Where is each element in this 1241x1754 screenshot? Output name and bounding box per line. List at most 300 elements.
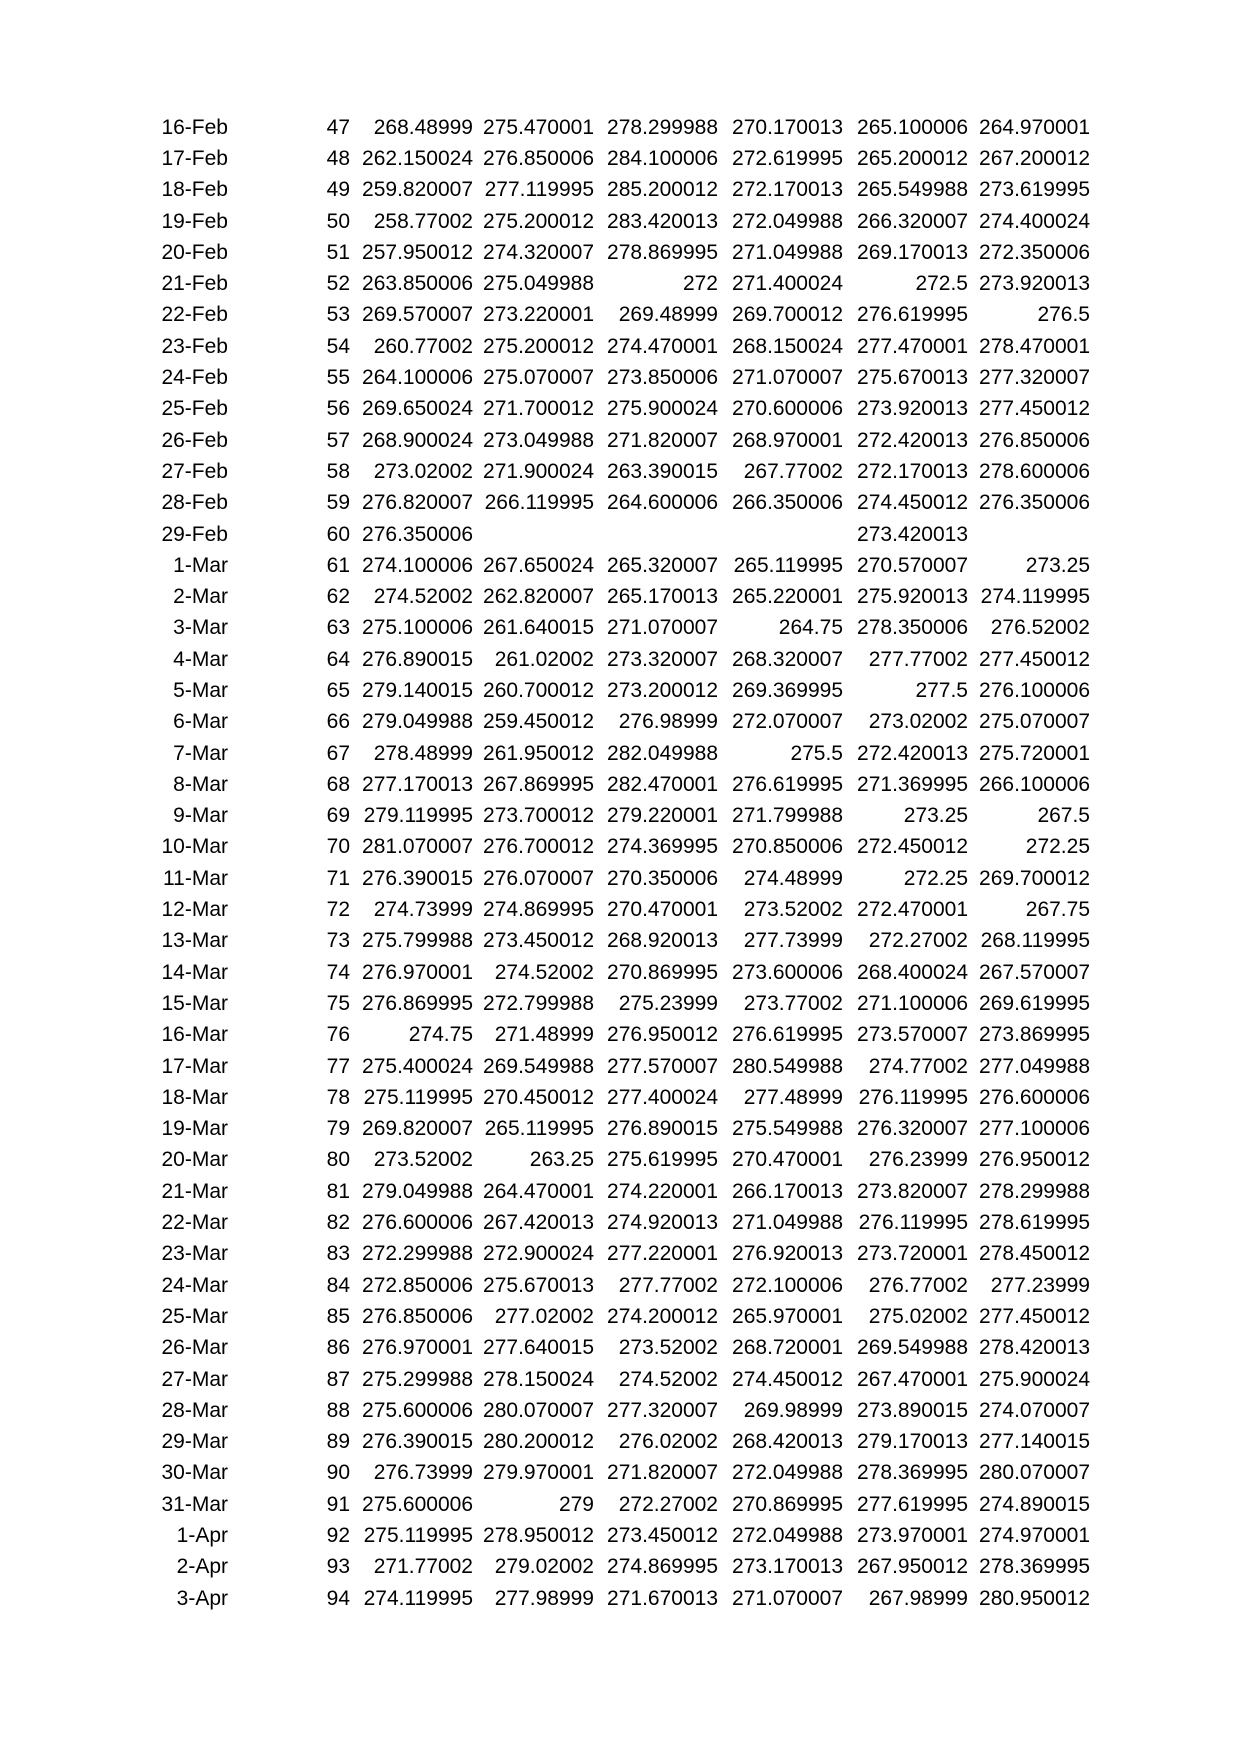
table-row — [150, 143, 1090, 174]
value-cell: 277.470001 — [857, 334, 968, 358]
value-cell: 273.52002 — [373, 1148, 473, 1172]
day-number-cell: 84 — [326, 1273, 350, 1297]
table-row — [150, 519, 1090, 550]
day-number-cell: 63 — [326, 616, 350, 640]
value-cell: 275.900024 — [979, 1367, 1090, 1391]
value-cell: 276.119995 — [858, 1085, 968, 1109]
day-number-cell: 68 — [326, 772, 350, 796]
value-cell: 258.77002 — [373, 209, 473, 233]
value-cell: 273.869995 — [979, 1023, 1090, 1047]
value-cell: 276.850006 — [483, 146, 594, 170]
day-number-cell: 71 — [326, 866, 350, 890]
value-cell: 272.299988 — [362, 1242, 473, 1266]
value-cell: 273.25 — [1025, 553, 1090, 577]
date-cell: 16-Feb — [161, 115, 228, 139]
table-row — [150, 1552, 1090, 1583]
value-cell: 273.220001 — [483, 303, 594, 327]
value-cell: 266.350006 — [732, 491, 843, 515]
table-row — [150, 1176, 1090, 1207]
date-cell: 4-Mar — [173, 647, 228, 671]
table-row — [150, 613, 1090, 644]
value-cell: 261.640015 — [483, 616, 594, 640]
value-cell: 275.02002 — [868, 1304, 968, 1328]
value-cell: 270.869995 — [732, 1492, 843, 1516]
date-cell: 27-Feb — [161, 459, 228, 483]
day-number-cell: 81 — [326, 1179, 350, 1203]
table-row — [150, 1145, 1090, 1176]
value-cell: 277.02002 — [494, 1304, 594, 1328]
day-number-cell: 86 — [326, 1336, 350, 1360]
value-cell: 267.200012 — [979, 146, 1090, 170]
table-row — [150, 1207, 1090, 1238]
date-cell: 21-Mar — [161, 1179, 228, 1203]
day-number-cell: 55 — [326, 366, 350, 390]
value-cell: 274.450012 — [732, 1367, 843, 1391]
value-cell: 277.450012 — [979, 1304, 1090, 1328]
value-cell: 276.820007 — [362, 491, 473, 515]
value-cell: 273.170013 — [732, 1555, 843, 1579]
value-cell: 279.049988 — [362, 1179, 473, 1203]
value-cell: 277.100006 — [979, 1117, 1090, 1141]
table-row — [150, 206, 1090, 237]
value-cell: 280.070007 — [979, 1461, 1090, 1485]
date-cell: 6-Mar — [173, 710, 228, 734]
date-cell: 2-Apr — [176, 1555, 228, 1579]
date-cell: 29-Feb — [161, 522, 228, 546]
day-number-cell: 89 — [326, 1430, 350, 1454]
day-number-cell: 62 — [326, 585, 350, 609]
value-cell: 273.619995 — [979, 178, 1090, 202]
value-cell: 274.119995 — [980, 585, 1090, 609]
value-cell: 282.470001 — [607, 772, 718, 796]
day-number-cell: 92 — [326, 1524, 350, 1547]
value-cell: 277.98999 — [494, 1586, 594, 1610]
value-cell: 267.470001 — [857, 1367, 968, 1391]
value-cell: 262.150024 — [362, 146, 473, 170]
day-number-cell: 80 — [326, 1148, 350, 1172]
table-row — [150, 1020, 1090, 1051]
value-cell: 276.890015 — [362, 647, 473, 671]
value-cell: 275.070007 — [483, 366, 594, 390]
table-row — [150, 425, 1090, 456]
value-cell: 273.970001 — [857, 1524, 968, 1547]
day-number-cell: 57 — [326, 428, 350, 452]
value-cell — [594, 519, 718, 550]
value-cell: 267.950012 — [857, 1555, 968, 1579]
value-cell: 280.950012 — [979, 1586, 1090, 1610]
value-cell: 280.549988 — [732, 1054, 843, 1078]
value-cell: 273.570007 — [857, 1023, 968, 1047]
value-cell: 272.900024 — [483, 1242, 594, 1266]
value-cell: 272.25 — [1025, 835, 1090, 859]
value-cell: 269.650024 — [362, 397, 473, 421]
value-cell: 282.049988 — [607, 741, 718, 765]
table-row — [150, 300, 1090, 331]
value-cell: 268.119995 — [980, 929, 1090, 953]
value-cell: 265.119995 — [484, 1117, 594, 1141]
value-cell: 275.670013 — [483, 1273, 594, 1297]
value-cell: 265.200012 — [857, 146, 968, 170]
value-cell: 273.700012 — [483, 804, 594, 828]
value-cell: 278.450012 — [979, 1242, 1090, 1266]
value-cell: 269.369995 — [732, 678, 843, 702]
value-cell: 275.470001 — [483, 115, 594, 139]
value-cell: 265.119995 — [733, 553, 843, 577]
day-number-cell: 53 — [326, 303, 350, 327]
value-cell: 274.52002 — [494, 960, 594, 984]
value-cell: 276.619995 — [732, 1023, 843, 1047]
table-row — [150, 1395, 1090, 1426]
value-cell: 270.470001 — [607, 898, 718, 922]
value-cell: 268.400024 — [857, 960, 968, 984]
value-cell: 267.869995 — [483, 772, 594, 796]
value-cell: 274.869995 — [483, 898, 594, 922]
table-row — [150, 1520, 1090, 1551]
value-cell: 265.100006 — [857, 115, 968, 139]
value-cell: 278.600006 — [979, 459, 1090, 483]
value-cell: 268.970001 — [732, 428, 843, 452]
value-cell: 268.48999 — [373, 115, 473, 139]
value-cell: 273.52002 — [743, 898, 843, 922]
value-cell: 271.820007 — [607, 1461, 718, 1485]
value-cell: 278.619995 — [979, 1211, 1090, 1235]
table-row — [150, 863, 1090, 894]
value-cell: 274.100006 — [362, 553, 473, 577]
day-number-cell: 66 — [326, 710, 350, 734]
value-cell: 278.950012 — [483, 1524, 594, 1547]
value-cell: 276.950012 — [607, 1023, 718, 1047]
value-cell: 270.570007 — [857, 553, 968, 577]
value-cell: 275.799988 — [362, 929, 473, 953]
date-cell: 12-Mar — [161, 898, 228, 922]
value-cell: 268.720001 — [732, 1336, 843, 1360]
value-cell: 277.640015 — [483, 1336, 594, 1360]
value-cell: 269.549988 — [857, 1336, 968, 1360]
value-cell: 276.73999 — [373, 1461, 473, 1485]
day-number-cell: 73 — [326, 929, 350, 953]
value-cell: 276.619995 — [732, 772, 843, 796]
value-cell: 272.27002 — [618, 1492, 718, 1516]
date-cell: 20-Feb — [161, 240, 228, 264]
value-cell: 278.869995 — [607, 240, 718, 264]
day-number-cell: 90 — [326, 1461, 350, 1485]
value-cell: 268.900024 — [362, 428, 473, 452]
date-cell: 18-Feb — [161, 178, 228, 202]
value-cell: 266.320007 — [857, 209, 968, 233]
value-cell: 271.070007 — [607, 616, 718, 640]
value-cell: 275.070007 — [979, 710, 1090, 734]
value-cell: 277.73999 — [743, 929, 843, 953]
value-cell: 274.369995 — [607, 835, 718, 859]
value-cell: 273.77002 — [743, 991, 843, 1015]
value-cell: 279.02002 — [494, 1555, 594, 1579]
value-cell: 274.970001 — [979, 1524, 1090, 1547]
date-cell: 11-Mar — [163, 866, 228, 890]
value-cell: 272.5 — [915, 272, 968, 296]
value-cell: 259.450012 — [483, 710, 594, 734]
day-number-cell: 75 — [326, 991, 350, 1015]
value-cell: 273.920013 — [857, 397, 968, 421]
day-number-cell: 91 — [326, 1492, 350, 1516]
value-cell: 268.920013 — [607, 929, 718, 953]
value-cell: 279 — [558, 1492, 594, 1516]
value-cell: 281.070007 — [362, 835, 473, 859]
value-cell: 277.170013 — [362, 772, 473, 796]
date-cell: 1-Apr — [176, 1524, 228, 1547]
day-number-cell: 51 — [326, 240, 350, 264]
value-cell: 270.869995 — [607, 960, 718, 984]
value-cell: 274.869995 — [607, 1555, 718, 1579]
value-cell: 273.450012 — [483, 929, 594, 953]
value-cell: 278.350006 — [857, 616, 968, 640]
date-cell: 31-Mar — [161, 1492, 228, 1516]
value-cell: 271.400024 — [732, 272, 843, 296]
value-cell: 278.420013 — [979, 1336, 1090, 1360]
value-cell: 273.52002 — [618, 1336, 718, 1360]
value-cell: 268.420013 — [732, 1430, 843, 1454]
value-cell: 272.049988 — [732, 1461, 843, 1485]
value-cell: 272.25 — [903, 866, 968, 890]
date-cell: 24-Mar — [161, 1273, 228, 1297]
date-cell: 23-Mar — [161, 1242, 228, 1266]
value-cell: 278.150024 — [483, 1367, 594, 1391]
date-cell: 7-Mar — [173, 741, 228, 765]
value-cell: 278.369995 — [979, 1555, 1090, 1579]
day-number-cell: 69 — [326, 804, 350, 828]
value-cell: 261.02002 — [494, 647, 594, 671]
date-cell: 15-Mar — [161, 991, 228, 1015]
date-cell: 19-Feb — [161, 209, 228, 233]
day-number-cell: 65 — [326, 678, 350, 702]
value-cell: 264.100006 — [362, 366, 473, 390]
value-cell: 269.820007 — [362, 1117, 473, 1141]
value-cell: 271.070007 — [732, 366, 843, 390]
date-cell: 19-Mar — [161, 1117, 228, 1141]
value-cell: 275.600006 — [362, 1492, 473, 1516]
value-cell: 263.850006 — [362, 272, 473, 296]
value-cell: 274.470001 — [607, 334, 718, 358]
date-cell: 25-Mar — [161, 1304, 228, 1328]
value-cell: 265.549988 — [857, 178, 968, 202]
value-cell: 273.890015 — [857, 1398, 968, 1422]
value-cell: 260.700012 — [483, 678, 594, 702]
value-cell: 272.420013 — [857, 428, 968, 452]
date-cell: 29-Mar — [161, 1430, 228, 1454]
value-cell: 277.320007 — [979, 366, 1090, 390]
value-cell: 272.470001 — [857, 898, 968, 922]
day-number-cell: 67 — [326, 741, 350, 765]
table-row — [150, 1458, 1090, 1489]
table-row — [150, 707, 1090, 738]
table-row — [150, 331, 1090, 362]
value-cell: 277.049988 — [979, 1054, 1090, 1078]
value-cell: 275.299988 — [362, 1367, 473, 1391]
value-cell: 274.070007 — [979, 1398, 1090, 1422]
value-cell: 275.670013 — [857, 366, 968, 390]
value-cell: 267.75 — [1025, 898, 1090, 922]
value-cell: 259.820007 — [362, 178, 473, 202]
value-cell: 272.27002 — [868, 929, 968, 953]
value-cell: 274.52002 — [373, 585, 473, 609]
table-row — [150, 1364, 1090, 1395]
value-cell: 276.619995 — [857, 303, 968, 327]
value-cell: 273.02002 — [373, 459, 473, 483]
table-row — [150, 1583, 1090, 1614]
value-cell: 285.200012 — [607, 178, 718, 202]
value-cell: 273.920013 — [979, 272, 1090, 296]
value-cell: 277.77002 — [868, 647, 968, 671]
value-cell: 270.450012 — [483, 1085, 594, 1109]
value-cell: 276.850006 — [362, 1304, 473, 1328]
table-row — [150, 1333, 1090, 1364]
table-row — [150, 801, 1090, 832]
value-cell: 275.619995 — [607, 1148, 718, 1172]
value-cell: 277.320007 — [607, 1398, 718, 1422]
value-cell: 269.700012 — [732, 303, 843, 327]
table-row — [150, 957, 1090, 988]
value-cell: 277.140015 — [979, 1430, 1090, 1454]
value-cell: 274.77002 — [868, 1054, 968, 1078]
date-cell: 3-Apr — [176, 1586, 228, 1610]
value-cell: 271.369995 — [857, 772, 968, 796]
value-cell: 267.650024 — [483, 553, 594, 577]
value-cell: 273.049988 — [483, 428, 594, 452]
value-cell: 279.970001 — [483, 1461, 594, 1485]
value-cell — [473, 519, 594, 550]
value-cell: 265.320007 — [607, 553, 718, 577]
value-cell: 278.299988 — [979, 1179, 1090, 1203]
date-cell: 25-Feb — [161, 397, 228, 421]
table-row — [150, 456, 1090, 487]
value-cell: 264.470001 — [483, 1179, 594, 1203]
value-cell: 274.450012 — [857, 491, 968, 515]
value-cell: 277.5 — [915, 678, 968, 702]
value-cell: 263.25 — [529, 1148, 594, 1172]
value-cell: 277.77002 — [618, 1273, 718, 1297]
table-row — [150, 1082, 1090, 1113]
value-cell: 264.600006 — [607, 491, 718, 515]
value-cell: 262.820007 — [483, 585, 594, 609]
value-cell: 277.450012 — [979, 397, 1090, 421]
value-cell: 275.720001 — [979, 741, 1090, 765]
date-cell: 2-Mar — [173, 585, 228, 609]
day-number-cell: 76 — [326, 1023, 350, 1047]
value-cell: 271.049988 — [732, 1211, 843, 1235]
value-cell: 269.549988 — [483, 1054, 594, 1078]
day-number-cell: 54 — [326, 334, 350, 358]
value-cell: 269.48999 — [618, 303, 718, 327]
day-number-cell: 47 — [326, 115, 350, 139]
value-cell: 265.970001 — [732, 1304, 843, 1328]
value-cell: 271.049988 — [732, 240, 843, 264]
table-row — [150, 268, 1090, 299]
table-row — [150, 832, 1090, 863]
value-cell: 278.299988 — [607, 115, 718, 139]
value-cell: 265.220001 — [732, 585, 843, 609]
date-cell: 24-Feb — [161, 366, 228, 390]
value-cell: 274.200012 — [607, 1304, 718, 1328]
value-cell: 273.200012 — [607, 678, 718, 702]
date-cell: 1-Mar — [173, 553, 228, 577]
value-cell: 276.700012 — [483, 835, 594, 859]
day-number-cell: 49 — [326, 178, 350, 202]
value-cell: 276.77002 — [868, 1273, 968, 1297]
value-cell: 271.900024 — [483, 459, 594, 483]
value-cell: 276.070007 — [483, 866, 594, 890]
value-cell: 272.049988 — [732, 209, 843, 233]
value-cell: 277.570007 — [607, 1054, 718, 1078]
value-cell: 277.220001 — [607, 1242, 718, 1266]
day-number-cell: 78 — [326, 1085, 350, 1109]
date-cell: 5-Mar — [173, 678, 228, 702]
table-row — [150, 237, 1090, 268]
value-cell: 272.170013 — [857, 459, 968, 483]
table-row — [150, 488, 1090, 519]
value-cell: 279.220001 — [607, 804, 718, 828]
table-row — [150, 769, 1090, 800]
value-cell: 270.350006 — [607, 866, 718, 890]
day-number-cell: 52 — [326, 272, 350, 296]
value-cell: 273.450012 — [607, 1524, 718, 1547]
value-cell: 272.100006 — [732, 1273, 843, 1297]
value-cell: 272.799988 — [483, 991, 594, 1015]
value-cell: 266.119995 — [484, 491, 594, 515]
table-row — [150, 644, 1090, 675]
table-row — [150, 550, 1090, 581]
date-cell: 28-Mar — [161, 1398, 228, 1422]
value-cell: 267.77002 — [743, 459, 843, 483]
table-row — [150, 1270, 1090, 1301]
value-cell: 276.970001 — [362, 960, 473, 984]
value-cell: 273.850006 — [607, 366, 718, 390]
value-cell: 266.170013 — [732, 1179, 843, 1203]
value-cell: 261.950012 — [483, 741, 594, 765]
day-number-cell: 50 — [326, 209, 350, 233]
value-cell: 277.48999 — [743, 1085, 843, 1109]
value-cell: 277.619995 — [857, 1492, 968, 1516]
value-cell: 273.600006 — [732, 960, 843, 984]
value-cell: 263.390015 — [607, 459, 718, 483]
value-cell: 279.049988 — [362, 710, 473, 734]
value-cell: 276.350006 — [979, 491, 1090, 515]
value-cell: 278.470001 — [979, 334, 1090, 358]
value-cell: 276.869995 — [362, 991, 473, 1015]
day-number-cell: 64 — [326, 647, 350, 671]
value-cell: 276.98999 — [618, 710, 718, 734]
value-cell: 271.070007 — [732, 1586, 843, 1610]
value-cell: 276.390015 — [362, 866, 473, 890]
value-cell: 276.600006 — [362, 1211, 473, 1235]
table-row — [150, 175, 1090, 206]
value-cell: 264.75 — [778, 616, 843, 640]
day-number-cell: 94 — [326, 1586, 350, 1610]
day-number-cell: 59 — [326, 491, 350, 515]
value-cell: 279.119995 — [363, 804, 473, 828]
value-cell: 275.920013 — [857, 585, 968, 609]
value-cell: 269.570007 — [362, 303, 473, 327]
table-row — [150, 112, 1090, 143]
value-cell: 276.100006 — [979, 678, 1090, 702]
value-cell: 268.320007 — [732, 647, 843, 671]
value-cell: 275.600006 — [362, 1398, 473, 1422]
value-cell: 272.619995 — [732, 146, 843, 170]
value-cell: 274.220001 — [607, 1179, 718, 1203]
day-number-cell: 56 — [326, 397, 350, 421]
value-cell: 275.119995 — [363, 1085, 473, 1109]
value-cell: 277.450012 — [979, 647, 1090, 671]
value-cell: 273.420013 — [857, 522, 968, 546]
value-cell: 284.100006 — [607, 146, 718, 170]
